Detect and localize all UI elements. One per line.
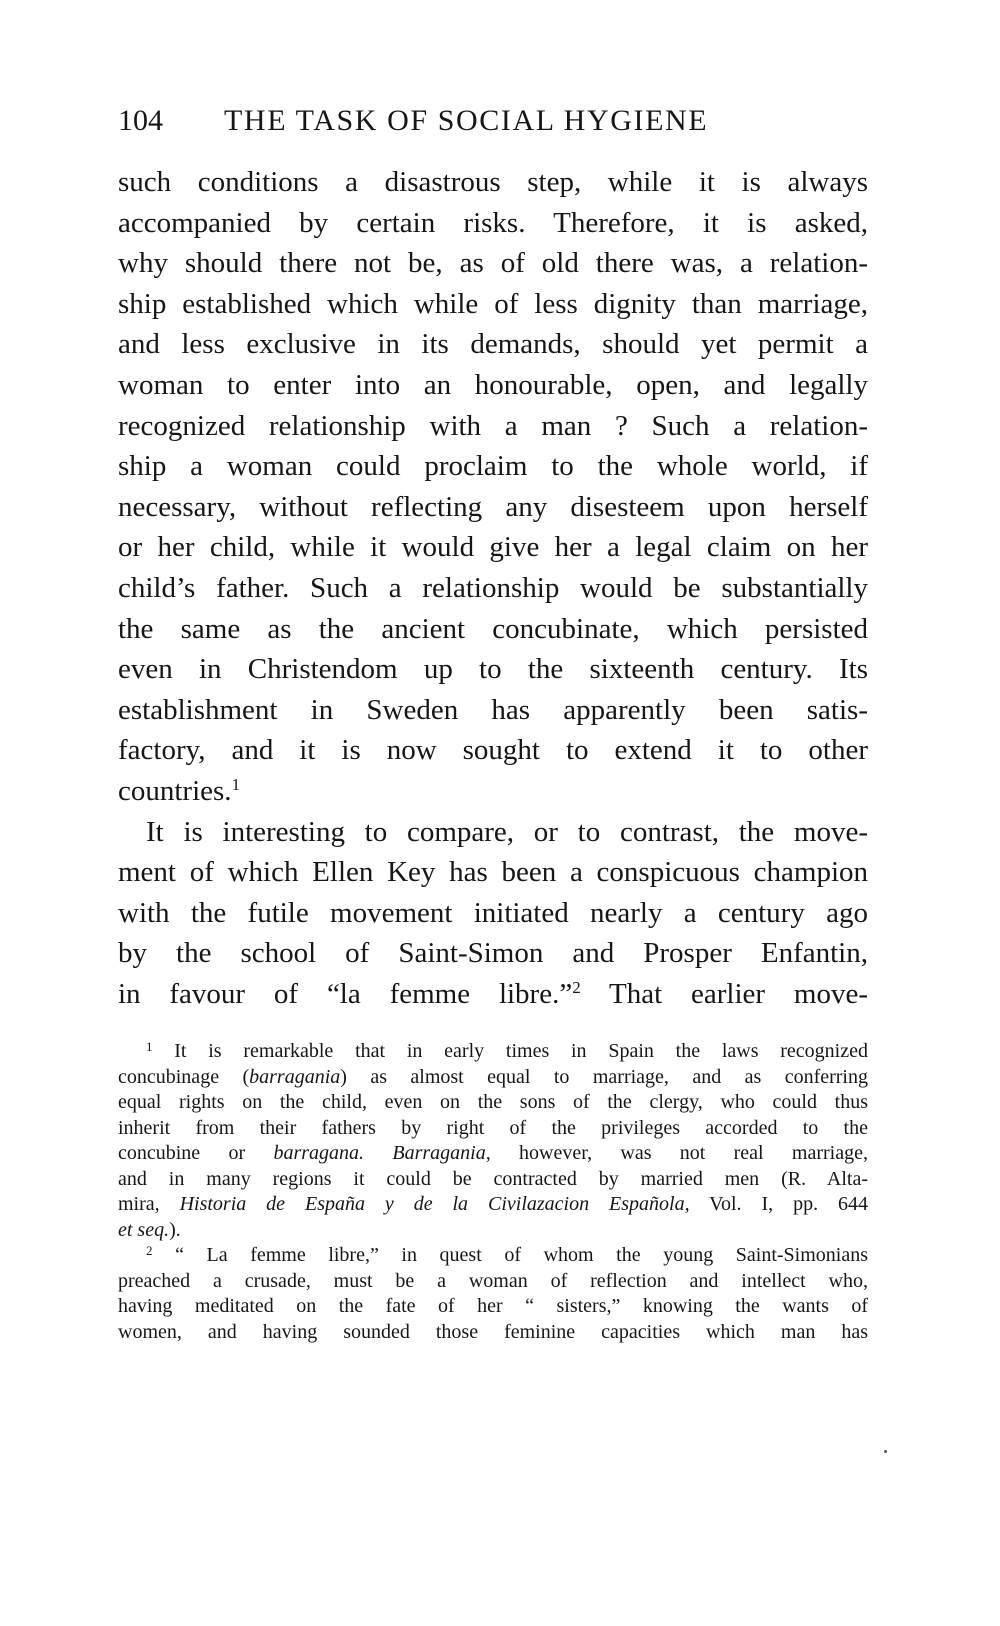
text-line: child’s father. Such a relationship would be substantially — [118, 571, 868, 604]
text-fragment: ) as almost equal to marriage, and as conferring — [340, 1065, 868, 1088]
footnote-ref-1[interactable]: 1 — [231, 774, 241, 794]
footnote-marker-1: 1 — [146, 1039, 153, 1055]
text-fragment: ). — [169, 1218, 181, 1241]
text-fragment: It is remarkable that in early times in Spain the laws recognized — [152, 1040, 868, 1063]
text-line: by the school of Saint-Simon and Prosper Enfantin, — [118, 937, 868, 970]
footnote-line: preached a crusade, must be a woman of reflection and intellect who, — [118, 1269, 868, 1292]
text-fragment — [364, 1142, 392, 1164]
footnote-line — [118, 1141, 868, 1167]
paragraph-1 — [118, 162, 868, 812]
text-fragment: concubine or — [118, 1142, 274, 1165]
text-line: It is interesting to compare, or to contrast, the move- — [146, 815, 868, 848]
footnotes — [118, 1039, 868, 1345]
text-fragment: mira, — [118, 1193, 180, 1216]
footnote-line: and in many regions it could be contracted by married men (R. Alta- — [118, 1167, 868, 1190]
text-line: ship established which while of less dignity than marriage, — [118, 287, 868, 320]
footnote-line: inherit from their fathers by right of the privileges accorded to the — [118, 1116, 868, 1139]
text-line: accompanied by certain risks. Therefore, it is asked, — [118, 206, 868, 239]
text-line: establishment in Sweden has apparently been satis- — [118, 693, 868, 726]
text-line: and less exclusive in its demands, should yet permit a — [118, 328, 868, 361]
italic-title: Historia de España y de la Civilazacion Española, — [179, 1193, 690, 1216]
paragraph-2 — [118, 812, 868, 1015]
text-fragment: however, was not real marriage, — [490, 1142, 868, 1165]
footnote-marker-2: 2 — [146, 1243, 153, 1259]
text-line: necessary, without reflecting any disesteem upon herself — [118, 490, 868, 523]
italic-term: barragania — [249, 1065, 341, 1088]
text-line: such conditions a disastrous step, while it is always — [118, 166, 868, 198]
text-fragment: Vol. I, pp. 644 — [689, 1193, 868, 1216]
text-line: why should there not be, as of old there was, a relation- — [118, 247, 868, 280]
text-line: woman to enter into an honourable, open, and legally — [118, 368, 868, 401]
italic-term: barragana. — [273, 1142, 365, 1165]
footnote-line — [118, 1192, 868, 1218]
footnote-line — [118, 1065, 868, 1091]
footnote-ref-2[interactable]: 2 — [572, 977, 581, 997]
footnote-line — [118, 1243, 868, 1269]
scan-speck — [884, 1450, 887, 1453]
running-title: THE TASK OF SOCIAL HYGIENE — [224, 104, 709, 137]
italic-term: et seq. — [118, 1218, 170, 1241]
text-line — [118, 974, 868, 1015]
text-fragment: in favour of “la femme libre.” — [118, 977, 573, 1010]
footnote-line: women, and having sounded those feminine capacities which man has — [118, 1320, 868, 1343]
footnote-1 — [118, 1039, 868, 1243]
text-line: even in Christendom up to the sixteenth century. Its — [118, 653, 868, 686]
text-line — [118, 771, 868, 812]
text-line: ment of which Ellen Key has been a conspicuous champion — [118, 856, 868, 889]
book-page — [118, 104, 868, 1345]
body-text — [118, 162, 868, 1014]
text-fragment: “ La femme libre,” in quest of whom the young Saint-Simonians — [152, 1244, 868, 1267]
footnote-line: equal rights on the child, even on the sons of the clergy, who could thus — [118, 1091, 868, 1114]
text-line: the same as the ancient concubinate, which persisted — [118, 612, 868, 645]
text-line: ship a woman could proclaim to the whole world, if — [118, 450, 868, 483]
text-line: with the futile movement initiated nearly a century ago — [118, 896, 868, 929]
footnote-2 — [118, 1243, 868, 1345]
text-fragment: concubinage ( — [118, 1065, 250, 1088]
page-number: 104 — [118, 104, 163, 137]
footnote-line — [118, 1218, 868, 1244]
text-fragment: That earlier move- — [580, 977, 869, 1010]
text-line: factory, and it is now sought to extend it to other — [118, 734, 868, 767]
footnote-line — [118, 1039, 868, 1065]
running-head — [118, 104, 868, 146]
text-line: or her child, while it would give her a legal claim on her — [118, 531, 868, 564]
footnote-line: having meditated on the fate of her “ sisters,” knowing the wants of — [118, 1295, 868, 1318]
italic-term: Barragania, — [392, 1142, 491, 1165]
text-fragment: countries. — [118, 774, 232, 807]
text-line: recognized relationship with a man ? Such a relation- — [118, 409, 868, 442]
